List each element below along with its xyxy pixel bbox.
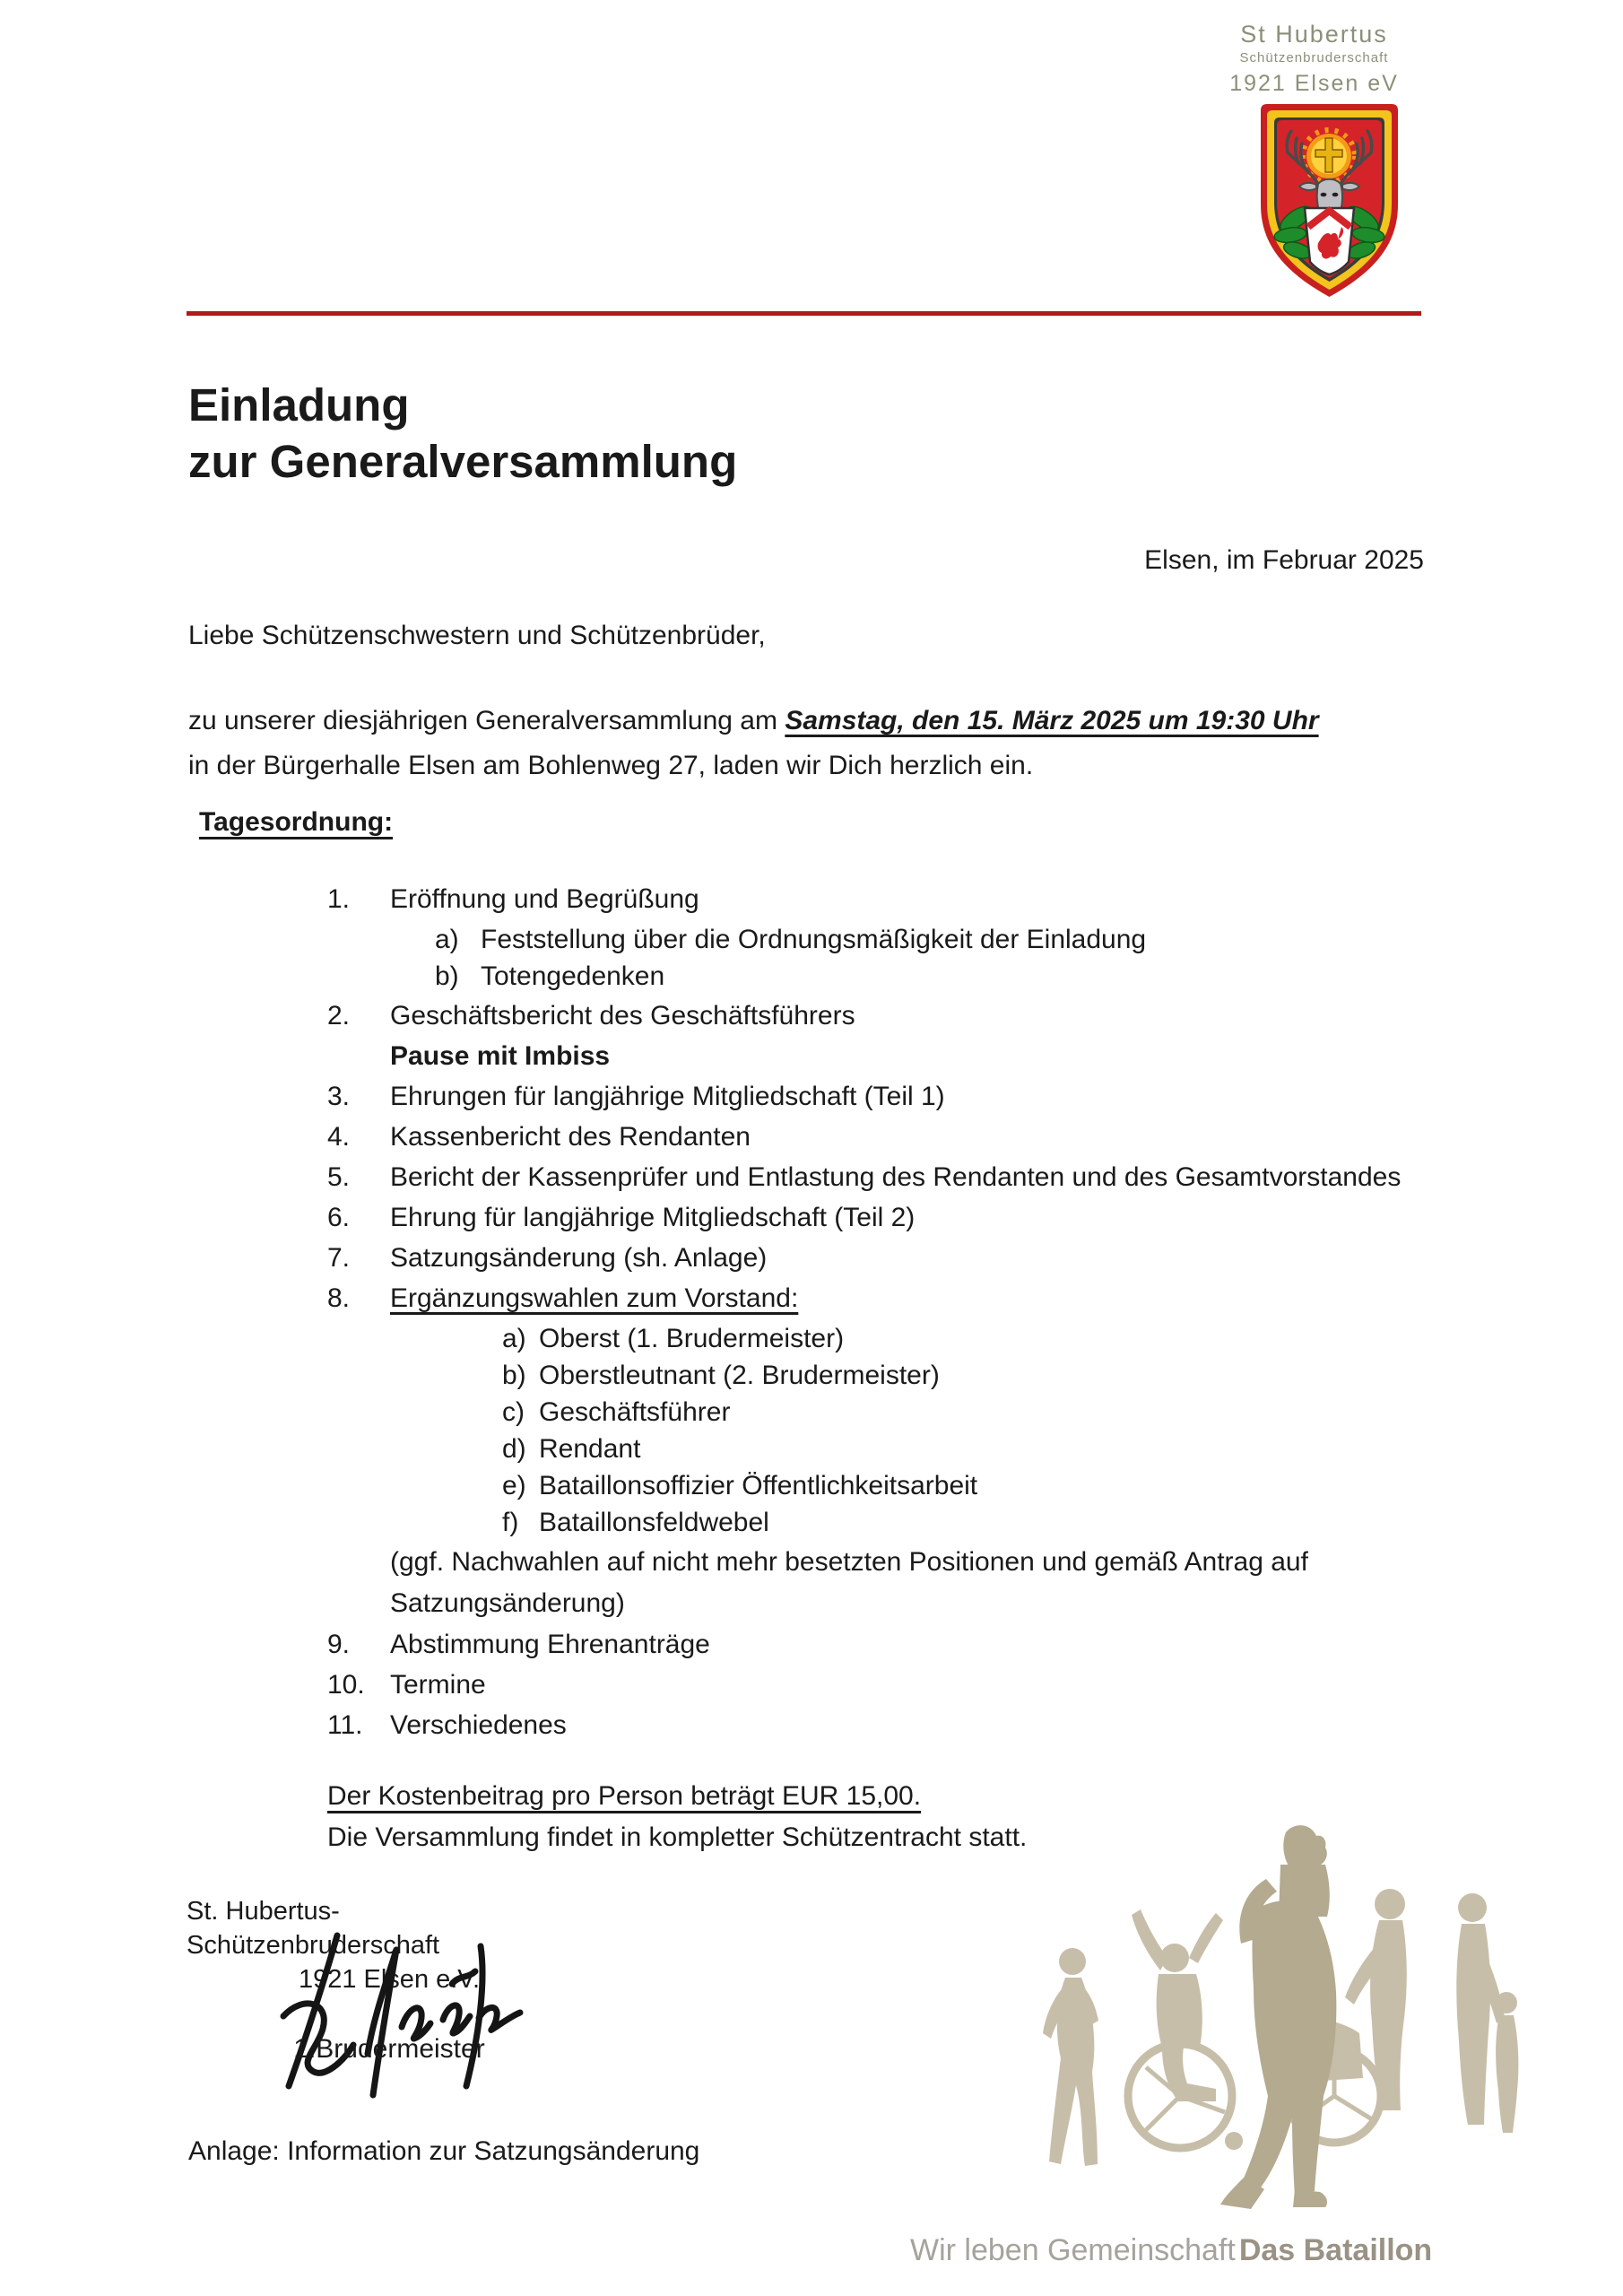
item-text: Bataillonsfeldwebel <box>539 1508 769 1537</box>
item-marker: 9. <box>327 1630 351 1659</box>
dress-code-line: Die Versammlung findet in kompletter Schützentracht statt. <box>327 1822 1028 1852</box>
agenda-item-7 <box>327 1240 1457 1276</box>
item-text: Bericht der Kassenprüfer und Entlastung des Rendanten und des Gesamtvorstandes <box>390 1162 1402 1192</box>
club-logo-name: St Hubertus <box>1240 21 1388 48</box>
item-text: Rendant <box>539 1434 641 1464</box>
club-logo-year: 1921 Elsen eV <box>1229 71 1399 96</box>
signature-org-line1: St. Hubertus-Schützenbruderschaft <box>187 1897 440 1960</box>
item-marker: 5. <box>327 1162 351 1192</box>
item-marker: b) <box>502 1361 526 1390</box>
fee-line: Der Kostenbeitrag pro Person beträgt EUR 15,00. <box>327 1781 922 1811</box>
item-marker: 3. <box>327 1082 351 1111</box>
item-marker: c) <box>502 1397 525 1427</box>
intro-paragraph <box>188 699 1319 788</box>
agenda-item-8a <box>327 1321 1457 1357</box>
item-marker: a) <box>502 1324 526 1353</box>
page-title-line1: Einladung <box>188 379 410 430</box>
agenda-item-5 <box>327 1160 1457 1196</box>
agenda-item-1 <box>327 882 1457 918</box>
item-text: Oberst (1. Brudermeister) <box>539 1324 845 1353</box>
agenda-item-6 <box>327 1200 1457 1236</box>
item-text: (ggf. Nachwahlen auf nicht mehr besetzten Positionen und gemäß Antrag auf <box>390 1547 1308 1577</box>
item-text: Pause mit Imbiss <box>390 1041 611 1071</box>
agenda-pause <box>327 1039 1457 1074</box>
item-text: Kassenbericht des Rendanten <box>390 1122 751 1152</box>
intro-line2: in der Bürgerhalle Elsen am Bohlenweg 27, laden wir Dich herzlich ein. <box>188 751 1034 780</box>
item-text: Totengedenken <box>481 961 665 991</box>
attachment-note: Anlage: Information zur Satzungsänderung <box>188 2136 700 2166</box>
item-marker: 6. <box>327 1203 351 1232</box>
item-text: Geschäftsführer <box>539 1397 731 1427</box>
agenda-item-8c <box>327 1395 1457 1431</box>
agenda-heading: Tagesordnung: <box>199 807 394 837</box>
agenda-item-10 <box>327 1667 1457 1703</box>
item-text: Geschäftsbericht des Geschäftsführers <box>390 1001 855 1031</box>
club-crest-icon <box>1255 99 1403 300</box>
agenda-item-9 <box>327 1627 1457 1663</box>
watermark-slogan <box>910 2233 1432 2268</box>
item-marker: 1. <box>327 884 351 914</box>
item-text: Ergänzungswahlen zum Vorstand: <box>390 1283 799 1313</box>
intro-line1 <box>188 699 1319 744</box>
item-text: Bataillonsoffizier Öffentlichkeitsarbeit <box>539 1471 978 1500</box>
item-marker: 8. <box>327 1283 351 1313</box>
item-marker: e) <box>502 1471 526 1500</box>
agenda-list <box>327 882 1457 1748</box>
agenda-item-2 <box>327 998 1457 1034</box>
item-marker: b) <box>435 961 459 991</box>
item-marker: a) <box>435 925 459 954</box>
agenda-note-line2 <box>327 1586 1457 1622</box>
item-marker: d) <box>502 1434 526 1464</box>
item-marker: 10. <box>327 1670 365 1700</box>
club-logo-text <box>1227 20 1402 97</box>
item-text: Eröffnung und Begrüßung <box>390 884 699 914</box>
item-marker: 11. <box>327 1710 363 1740</box>
agenda-item-4 <box>327 1119 1457 1155</box>
agenda-item-8d <box>327 1431 1457 1467</box>
item-text: Termine <box>390 1670 486 1700</box>
item-text: Ehrungen für langjährige Mitgliedschaft (Teil 1) <box>390 1082 945 1111</box>
agenda-item-3 <box>327 1079 1457 1115</box>
item-text: Satzungsänderung) <box>390 1588 625 1618</box>
item-text: Oberstleutnant (2. Brudermeister) <box>539 1361 940 1390</box>
intro-before: zu unserer diesjährigen Generalversammlung am <box>188 706 785 735</box>
slogan-bold-text: Das Bataillon <box>1238 2233 1433 2267</box>
community-silhouette-watermark <box>1029 1807 1521 2222</box>
item-text: Feststellung über die Ordnungsmäßigkeit der Einladung <box>481 925 1147 954</box>
red-divider-line <box>187 311 1421 316</box>
page-title-line2: zur Generalversammlung <box>188 436 738 487</box>
item-text: Satzungsänderung (sh. Anlage) <box>390 1243 768 1273</box>
salutation: Liebe Schützenschwestern und Schützenbrüder, <box>188 621 766 650</box>
item-text: Verschiedenes <box>390 1710 567 1740</box>
slogan-light-text: Wir leben Gemeinschaft <box>910 2233 1236 2267</box>
agenda-item-8b <box>327 1358 1457 1394</box>
item-marker: 4. <box>327 1122 351 1152</box>
agenda-item-8e <box>327 1468 1457 1504</box>
agenda-item-8 <box>327 1281 1457 1317</box>
item-text: Ehrung für langjährige Mitgliedschaft (Teil 2) <box>390 1203 916 1232</box>
item-marker: 7. <box>327 1243 351 1273</box>
agenda-item-11 <box>327 1708 1457 1744</box>
handwritten-signature <box>267 1919 536 2108</box>
signature-role: 1.Brudermeister <box>293 2034 485 2064</box>
club-logo-subtitle: Schützenbruderschaft <box>1239 50 1389 65</box>
agenda-item-1a <box>327 922 1457 958</box>
signature-org-line2: 1921 Elsen e.V. <box>298 1965 481 1994</box>
item-text: Abstimmung Ehrenanträge <box>390 1630 710 1659</box>
agenda-item-8f <box>327 1505 1457 1541</box>
dateline: Elsen, im Februar 2025 <box>1144 545 1424 575</box>
item-marker: f) <box>502 1508 519 1537</box>
meeting-date-emphasis: Samstag, den 15. März 2025 um 19:30 Uhr <box>785 706 1319 735</box>
page-title <box>188 377 737 490</box>
item-marker: 2. <box>327 1001 351 1031</box>
agenda-item-1b <box>327 959 1457 995</box>
agenda-note-line1 <box>327 1544 1457 1580</box>
